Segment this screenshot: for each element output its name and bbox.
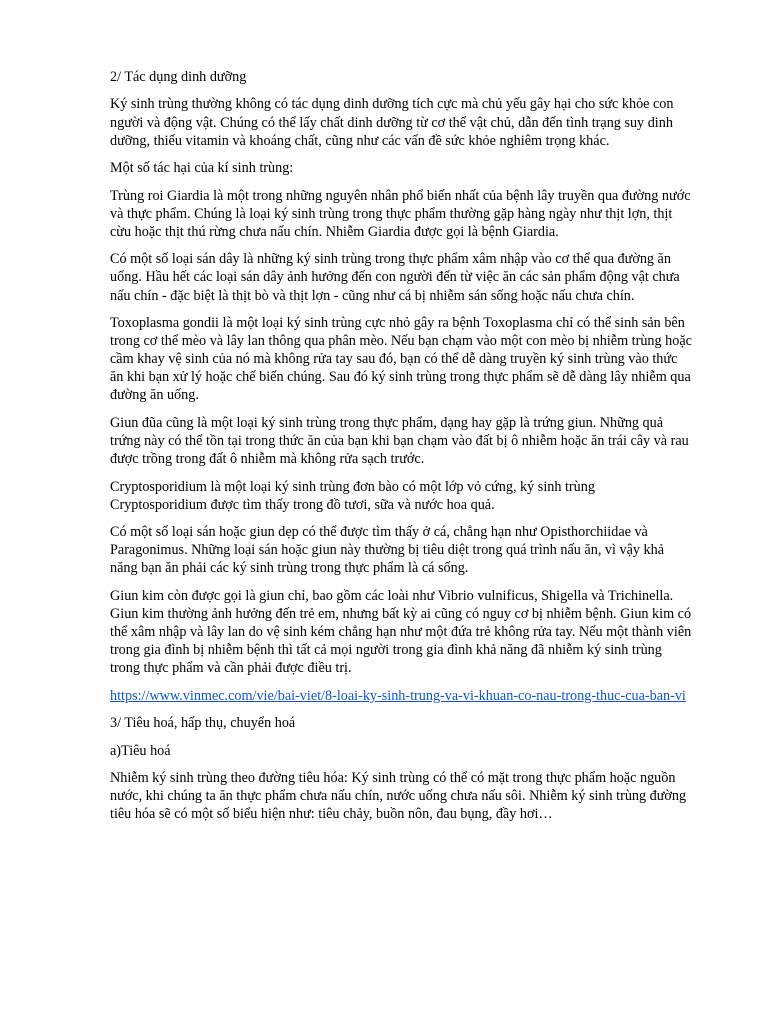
paragraph-roundworm: Giun đũa cũng là một loại ký sinh trùng trong thực phẩm, dạng hay gặp là trứng giun. Những quả trứng này có thể tồn tại trong thức ăn của bạn khi bạn chạm vào đất bị ô nhiễm hoặc ăn trái cây và rau được trồng trong đất ô nhiễm mà không rửa sạch trước. — [110, 414, 689, 468]
paragraph-flukes: Có một số loại sán hoặc giun dẹp có thể được tìm thấy ở cá, chẳng hạn như Opisthorchiidae và Paragonimus. Những loại sán hoặc giun này thường bị tiêu diệt trong quá trình nấu ăn, vì vậy khả năng bạn ăn phải các ký sinh trùng trong thực phẩm là cá sống. — [110, 524, 665, 577]
paragraph-digestion: Nhiễm ký sinh trùng theo đường tiêu hóa: Ký sinh trùng có thể có mặt trong thực phẩm hoặc nguồn nước, khi chúng ta ăn thực phẩm chưa nấu chín, nước uống chưa nấu sôi. Nhiễm ký sinh trùng đường tiêu hóa sẽ có một số biểu hiện như: tiêu chảy, buồn nôn, đau bụng, đầy hơi… — [110, 770, 687, 823]
paragraph-pinworm: Giun kim còn được gọi là giun chỉ, bao gồm các loài như Vibrio vulnificus, Shigella và Trichinella. Giun kim thường ảnh hưởng đến trẻ em, nhưng bất kỳ ai cũng có nguy cơ bị nhiễm bệnh. Giun kim có thể xâm nhập và lây lan do vệ sinh kém chẳng hạn như một đứa trẻ không rửa tay. Nếu một thành viên trong gia đình bị nhiễm bệnh thì tất cả mọi người trong gia đình khả năng đã nhiễm ký sinh trùng trong thực phẩm và cần phải được điều trị. — [110, 587, 692, 677]
paragraph-intro: Ký sinh trùng thường không có tác dụng dinh dưỡng tích cực mà chủ yếu gây hại cho sức khỏe con người và động vật. Chúng có thể lấy chất dinh dưỡng từ cơ thể vật chủ, dẫn đến tình trạng suy dinh dưỡng, thiếu vitamin và khoáng chất, cũng như các vấn đề sức khỏe nghiêm trọng khác. — [110, 96, 674, 149]
subheading-digestion: a)Tiêu hoá — [110, 742, 171, 759]
paragraph-list-intro: Một số tác hại của kí sinh trùng: — [110, 160, 294, 177]
paragraph-tapeworm: Có một số loại sán dây là những ký sinh trùng trong thực phẩm xâm nhập vào cơ thể qua đường ăn uống. Hầu hết các loại sán dây ảnh hưởng đến con người đến từ việc ăn các sản phẩm động vật chưa nấu chín - đặc biệt là thịt bò và thịt lợn - cũng như cá bị nhiễm sán sống hoặc nấu chưa chín. — [110, 251, 680, 304]
paragraph-cryptosporidium: Cryptosporidium là một loại ký sinh trùng đơn bào có một lớp vỏ cứng, ký sinh trùng Cryptosporidium được tìm thấy trong đồ tươi, sữa và nước hoa quả. — [110, 478, 595, 513]
source-link[interactable]: https://www.vinmec.com/vie/bai-viet/8-loai-ky-sinh-trung-va-vi-khuan-co-nau-trong-thuc-cua-ban-vi — [110, 687, 686, 704]
paragraph-toxoplasma: Toxoplasma gondii là một loại ký sinh trùng cực nhỏ gây ra bệnh Toxoplasma chỉ có thể sinh sản bên trong cơ thể mèo và lây lan thông qua phân mèo. Nếu bạn chạm vào một con mèo bị nhiễm trùng hoặc cầm khay vệ sinh của nó mà không rửa tay sau đó, bạn có thể dễ dàng truyền ký sinh trùng vào thức ăn khi bạn xử lý hoặc chế biến chúng. Sau đó ký sinh trùng trong thực phẩm sẽ dễ dàng lây nhiễm qua đường ăn uống. — [110, 314, 692, 404]
source-link-paragraph — [110, 687, 694, 705]
document-page — [110, 68, 694, 833]
section-heading-nutrition: 2/ Tác dụng dinh dưỡng — [110, 69, 247, 85]
paragraph-giardia: Trùng roi Giardia là một trong những nguyên nhân phổ biến nhất của bệnh lây truyền qua đường nước và thực phẩm. Chúng là loại ký sinh trùng trong thực phẩm thường gặp hàng ngày như thịt lợn, thịt cừu hoặc thịt thú rừng chưa nấu chín. Nhiễm Giardia được gọi là bệnh Giardia. — [110, 187, 691, 240]
section-heading-digestion: 3/ Tiêu hoá, hấp thụ, chuyển hoá — [110, 715, 296, 732]
